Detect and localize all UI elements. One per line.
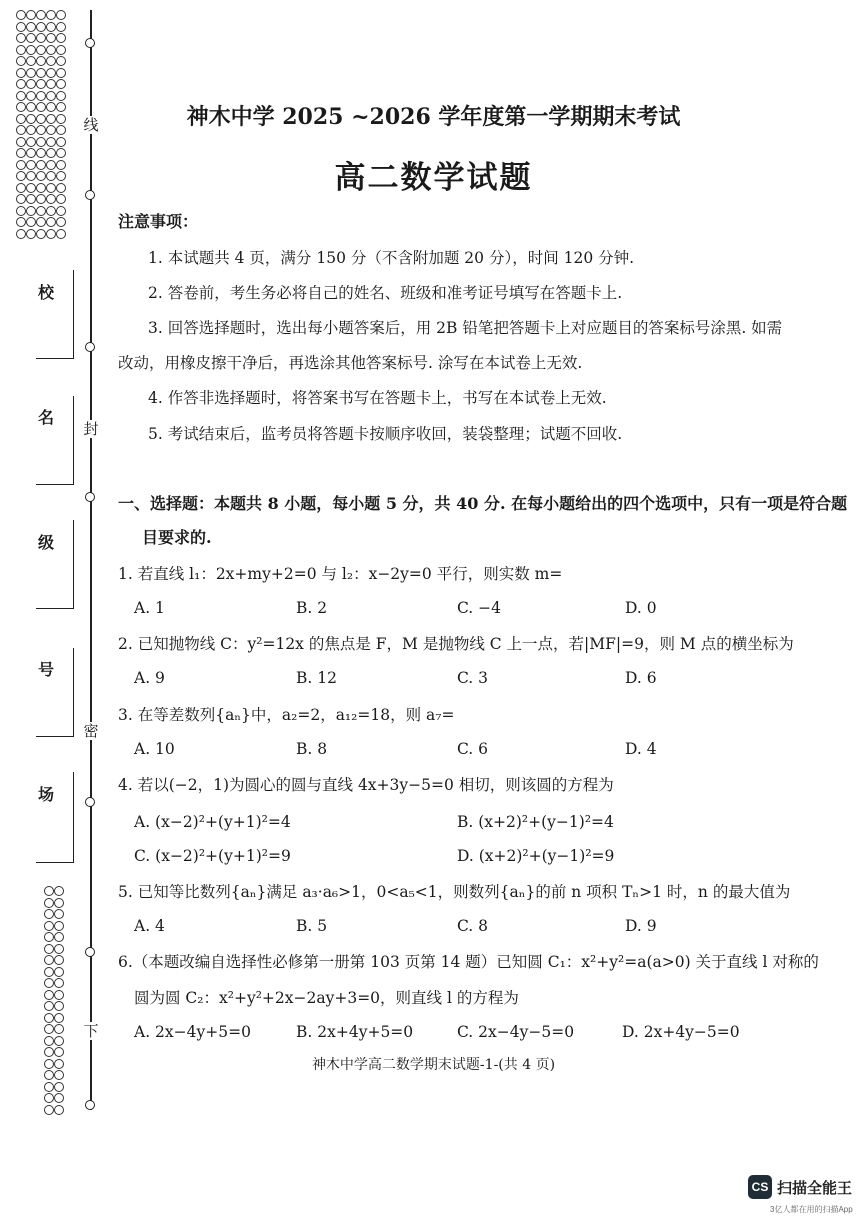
page-footer: 神木中学高二数学期末试题-1-(共 4 页) xyxy=(311,1057,556,1073)
field-box-class xyxy=(36,520,74,609)
field-label-class: 级 xyxy=(38,533,55,552)
option-b: B. (x+2)²+(y−1)²=4 xyxy=(457,813,614,831)
binding-hole xyxy=(44,978,54,988)
question-stem-cont: 圆为圆 C₂：x²+y²+2x−2ay+3=0，则直线 l 的方程为 xyxy=(134,989,519,1007)
binding-hole xyxy=(56,10,66,20)
binding-hole xyxy=(26,91,36,101)
field-box-room xyxy=(36,772,74,863)
question-stem: 4. 若以(−2，1)为圆心的圆与直线 4x+3y−5=0 相切，则该圆的方程为 xyxy=(118,776,614,794)
binding-hole xyxy=(56,79,66,89)
binding-hole xyxy=(26,206,36,216)
binding-hole xyxy=(54,944,64,954)
binding-dot xyxy=(85,947,95,957)
binding-hole xyxy=(56,137,66,147)
binding-hole xyxy=(56,45,66,55)
binding-hole xyxy=(36,68,46,78)
binding-hole xyxy=(56,206,66,216)
binding-hole xyxy=(26,45,36,55)
option-d: D. 2x+4y−5=0 xyxy=(622,1023,740,1041)
question-stem: 2. 已知抛物线 C：y²=12x 的焦点是 F，M 是抛物线 C 上一点，若|MF|=9，则 M 点的横坐标为 xyxy=(118,635,794,653)
binding-hole xyxy=(44,990,54,1000)
binding-hole xyxy=(36,229,46,239)
binding-hole xyxy=(56,56,66,66)
option-b: B. 12 xyxy=(296,669,337,687)
binding-hole xyxy=(16,229,26,239)
binding-hole xyxy=(54,990,64,1000)
binding-dot xyxy=(85,342,95,352)
binding-hole xyxy=(16,45,26,55)
binding-hole xyxy=(56,33,66,43)
binding-hole xyxy=(36,45,46,55)
binding-hole xyxy=(46,56,56,66)
binding-hole xyxy=(54,1024,64,1034)
binding-hole xyxy=(54,1082,64,1092)
line-char: 线 xyxy=(83,116,99,134)
binding-hole xyxy=(16,56,26,66)
binding-hole xyxy=(44,1082,54,1092)
binding-hole xyxy=(44,1105,54,1115)
binding-hole xyxy=(46,33,56,43)
option-a: A. 4 xyxy=(134,917,165,935)
binding-hole xyxy=(26,79,36,89)
binding-hole xyxy=(26,56,36,66)
seal-char: 封 xyxy=(83,420,99,438)
binding-hole xyxy=(44,932,54,942)
field-box-name xyxy=(36,396,74,485)
binding-hole xyxy=(54,1093,64,1103)
field-label-name: 名 xyxy=(38,408,55,427)
binding-hole xyxy=(54,1013,64,1023)
binding-hole xyxy=(46,217,56,227)
binding-hole xyxy=(56,217,66,227)
option-d: D. 4 xyxy=(625,740,657,758)
option-b: B. 2x+4y+5=0 xyxy=(296,1023,414,1041)
binding-hole xyxy=(46,137,56,147)
section-heading: 一、选择题：本题共 8 小题，每小题 5 分，共 40 分. 在每小题给出的四个选项中，只有一项是符合题 xyxy=(118,494,848,513)
binding-hole xyxy=(44,909,54,919)
notice-heading: 注意事项： xyxy=(118,212,199,231)
field-box-number xyxy=(36,648,74,737)
option-a: A. 9 xyxy=(134,669,165,687)
field-label-school: 校 xyxy=(38,283,55,302)
secret-char: 密 xyxy=(83,722,99,740)
binding-hole xyxy=(44,955,54,965)
binding-hole xyxy=(26,137,36,147)
binding-hole xyxy=(26,22,36,32)
binding-hole xyxy=(36,137,46,147)
camscanner-tagline: 3亿人都在用的扫描App xyxy=(770,1205,853,1214)
binding-hole xyxy=(46,22,56,32)
option-c: C. 3 xyxy=(457,669,489,687)
binding-hole xyxy=(56,22,66,32)
notice-item: 3. 回答选择题时，选出每小题答案后，用 2B 铅笔把答题卡上对应题目的答案标号涂黑. 如需 xyxy=(148,319,783,337)
option-b: B. 2 xyxy=(296,599,328,617)
binding-hole xyxy=(16,10,26,20)
option-b: B. 8 xyxy=(296,740,328,758)
binding-hole xyxy=(44,1024,54,1034)
binding-hole xyxy=(46,10,56,20)
option-d: D. 9 xyxy=(625,917,657,935)
exam-title: 神木中学 2025 ~2026 学年度第一学期期末考试 xyxy=(186,104,681,130)
binding-hole xyxy=(44,944,54,954)
binding-hole xyxy=(36,217,46,227)
binding-hole xyxy=(16,33,26,43)
binding-hole xyxy=(54,921,64,931)
binding-hole xyxy=(16,68,26,78)
option-a: A. (x−2)²+(y+1)²=4 xyxy=(134,813,291,831)
binding-hole xyxy=(46,79,56,89)
binding-hole xyxy=(26,68,36,78)
binding-hole xyxy=(36,22,46,32)
camscanner-logo: CS xyxy=(748,1175,772,1199)
option-c: C. 2x−4y−5=0 xyxy=(457,1023,575,1041)
question-stem: 1. 若直线 l₁：2x+my+2=0 与 l₂：x−2y=0 平行，则实数 m= xyxy=(118,565,563,583)
binding-hole xyxy=(26,229,36,239)
binding-hole xyxy=(44,967,54,977)
binding-hole xyxy=(54,886,64,896)
camscanner-name: 扫描全能王 xyxy=(777,1180,853,1197)
field-box-school xyxy=(36,270,74,359)
option-a: A. 10 xyxy=(134,740,175,758)
option-a: A. 1 xyxy=(134,599,165,617)
binding-hole xyxy=(26,10,36,20)
question-stem: 5. 已知等比数列{aₙ}满足 a₃·a₆>1，0<a₅<1，则数列{aₙ}的前 n 项积 Tₙ>1 时，n 的最大值为 xyxy=(118,883,791,901)
binding-hole xyxy=(16,137,26,147)
notice-item: 改动，用橡皮擦干净后，再选涂其他答案标号. 涂写在本试卷上无效. xyxy=(118,354,583,372)
binding-hole xyxy=(44,1013,54,1023)
option-d: D. 6 xyxy=(625,669,657,687)
notice-item: 1. 本试题共 4 页，满分 150 分（不含附加题 20 分），时间 120 分钟. xyxy=(148,249,635,267)
notice-item: 4. 作答非选择题时，将答案书写在答题卡上，书写在本试卷上无效. xyxy=(148,389,607,407)
notice-item: 5. 考试结束后，监考员将答题卡按顺序收回，装袋整理；试题不回收. xyxy=(148,425,623,443)
binding-hole xyxy=(56,68,66,78)
binding-hole xyxy=(46,206,56,216)
binding-hole xyxy=(16,206,26,216)
binding-hole xyxy=(54,898,64,908)
binding-hole xyxy=(16,91,26,101)
binding-hole xyxy=(46,91,56,101)
binding-hole xyxy=(36,91,46,101)
binding-hole xyxy=(44,1001,54,1011)
binding-hole xyxy=(36,79,46,89)
option-d: D. (x+2)²+(y−1)²=9 xyxy=(457,847,615,865)
binding-dot xyxy=(85,1100,95,1110)
section-heading-cont: 目要求的. xyxy=(142,528,212,547)
binding-hole xyxy=(54,967,64,977)
field-label-number: 号 xyxy=(38,660,55,679)
option-d: D. 0 xyxy=(625,599,657,617)
binding-hole xyxy=(26,33,36,43)
binding-dot xyxy=(85,797,95,807)
binding-hole xyxy=(46,68,56,78)
binding-dot xyxy=(85,492,95,502)
notice-item: 2. 答卷前，考生务必将自己的姓名、班级和准考证号填写在答题卡上. xyxy=(148,284,623,302)
option-c: C. (x−2)²+(y+1)²=9 xyxy=(134,847,291,865)
field-label-room: 场 xyxy=(38,785,55,804)
binding-hole xyxy=(44,1093,54,1103)
binding-hole xyxy=(54,955,64,965)
binding-hole xyxy=(54,932,64,942)
binding-hole xyxy=(36,56,46,66)
binding-hole xyxy=(26,217,36,227)
binding-hole xyxy=(54,978,64,988)
binding-hole xyxy=(54,1036,64,1046)
binding-hole xyxy=(16,79,26,89)
binding-hole xyxy=(36,33,46,43)
question-stem: 6.（本题改编自选择性必修第一册第 103 页第 14 题）已知圆 C₁：x²+y²=a(a>0) 关于直线 l 对称的 xyxy=(118,953,819,971)
question-stem: 3. 在等差数列{aₙ}中，a₂=2，a₁₂=18，则 a₇= xyxy=(118,706,455,724)
binding-hole xyxy=(56,229,66,239)
exam-subtitle: 高二数学试题 xyxy=(334,160,533,196)
binding-hole xyxy=(54,909,64,919)
option-c: C. 6 xyxy=(457,740,489,758)
option-c: C. −4 xyxy=(457,599,502,617)
binding-hole xyxy=(44,898,54,908)
binding-hole xyxy=(44,1036,54,1046)
binding-dot xyxy=(85,38,95,48)
binding-hole xyxy=(54,1001,64,1011)
binding-hole xyxy=(44,886,54,896)
binding-hole xyxy=(46,45,56,55)
under-char: 下 xyxy=(83,1022,99,1040)
binding-hole xyxy=(54,1105,64,1115)
binding-hole xyxy=(36,206,46,216)
option-b: B. 5 xyxy=(296,917,328,935)
binding-hole xyxy=(16,22,26,32)
binding-hole xyxy=(36,10,46,20)
binding-hole xyxy=(46,229,56,239)
binding-hole xyxy=(16,217,26,227)
binding-hole xyxy=(44,921,54,931)
option-c: C. 8 xyxy=(457,917,489,935)
option-a: A. 2x−4y+5=0 xyxy=(134,1023,251,1041)
binding-hole xyxy=(56,91,66,101)
